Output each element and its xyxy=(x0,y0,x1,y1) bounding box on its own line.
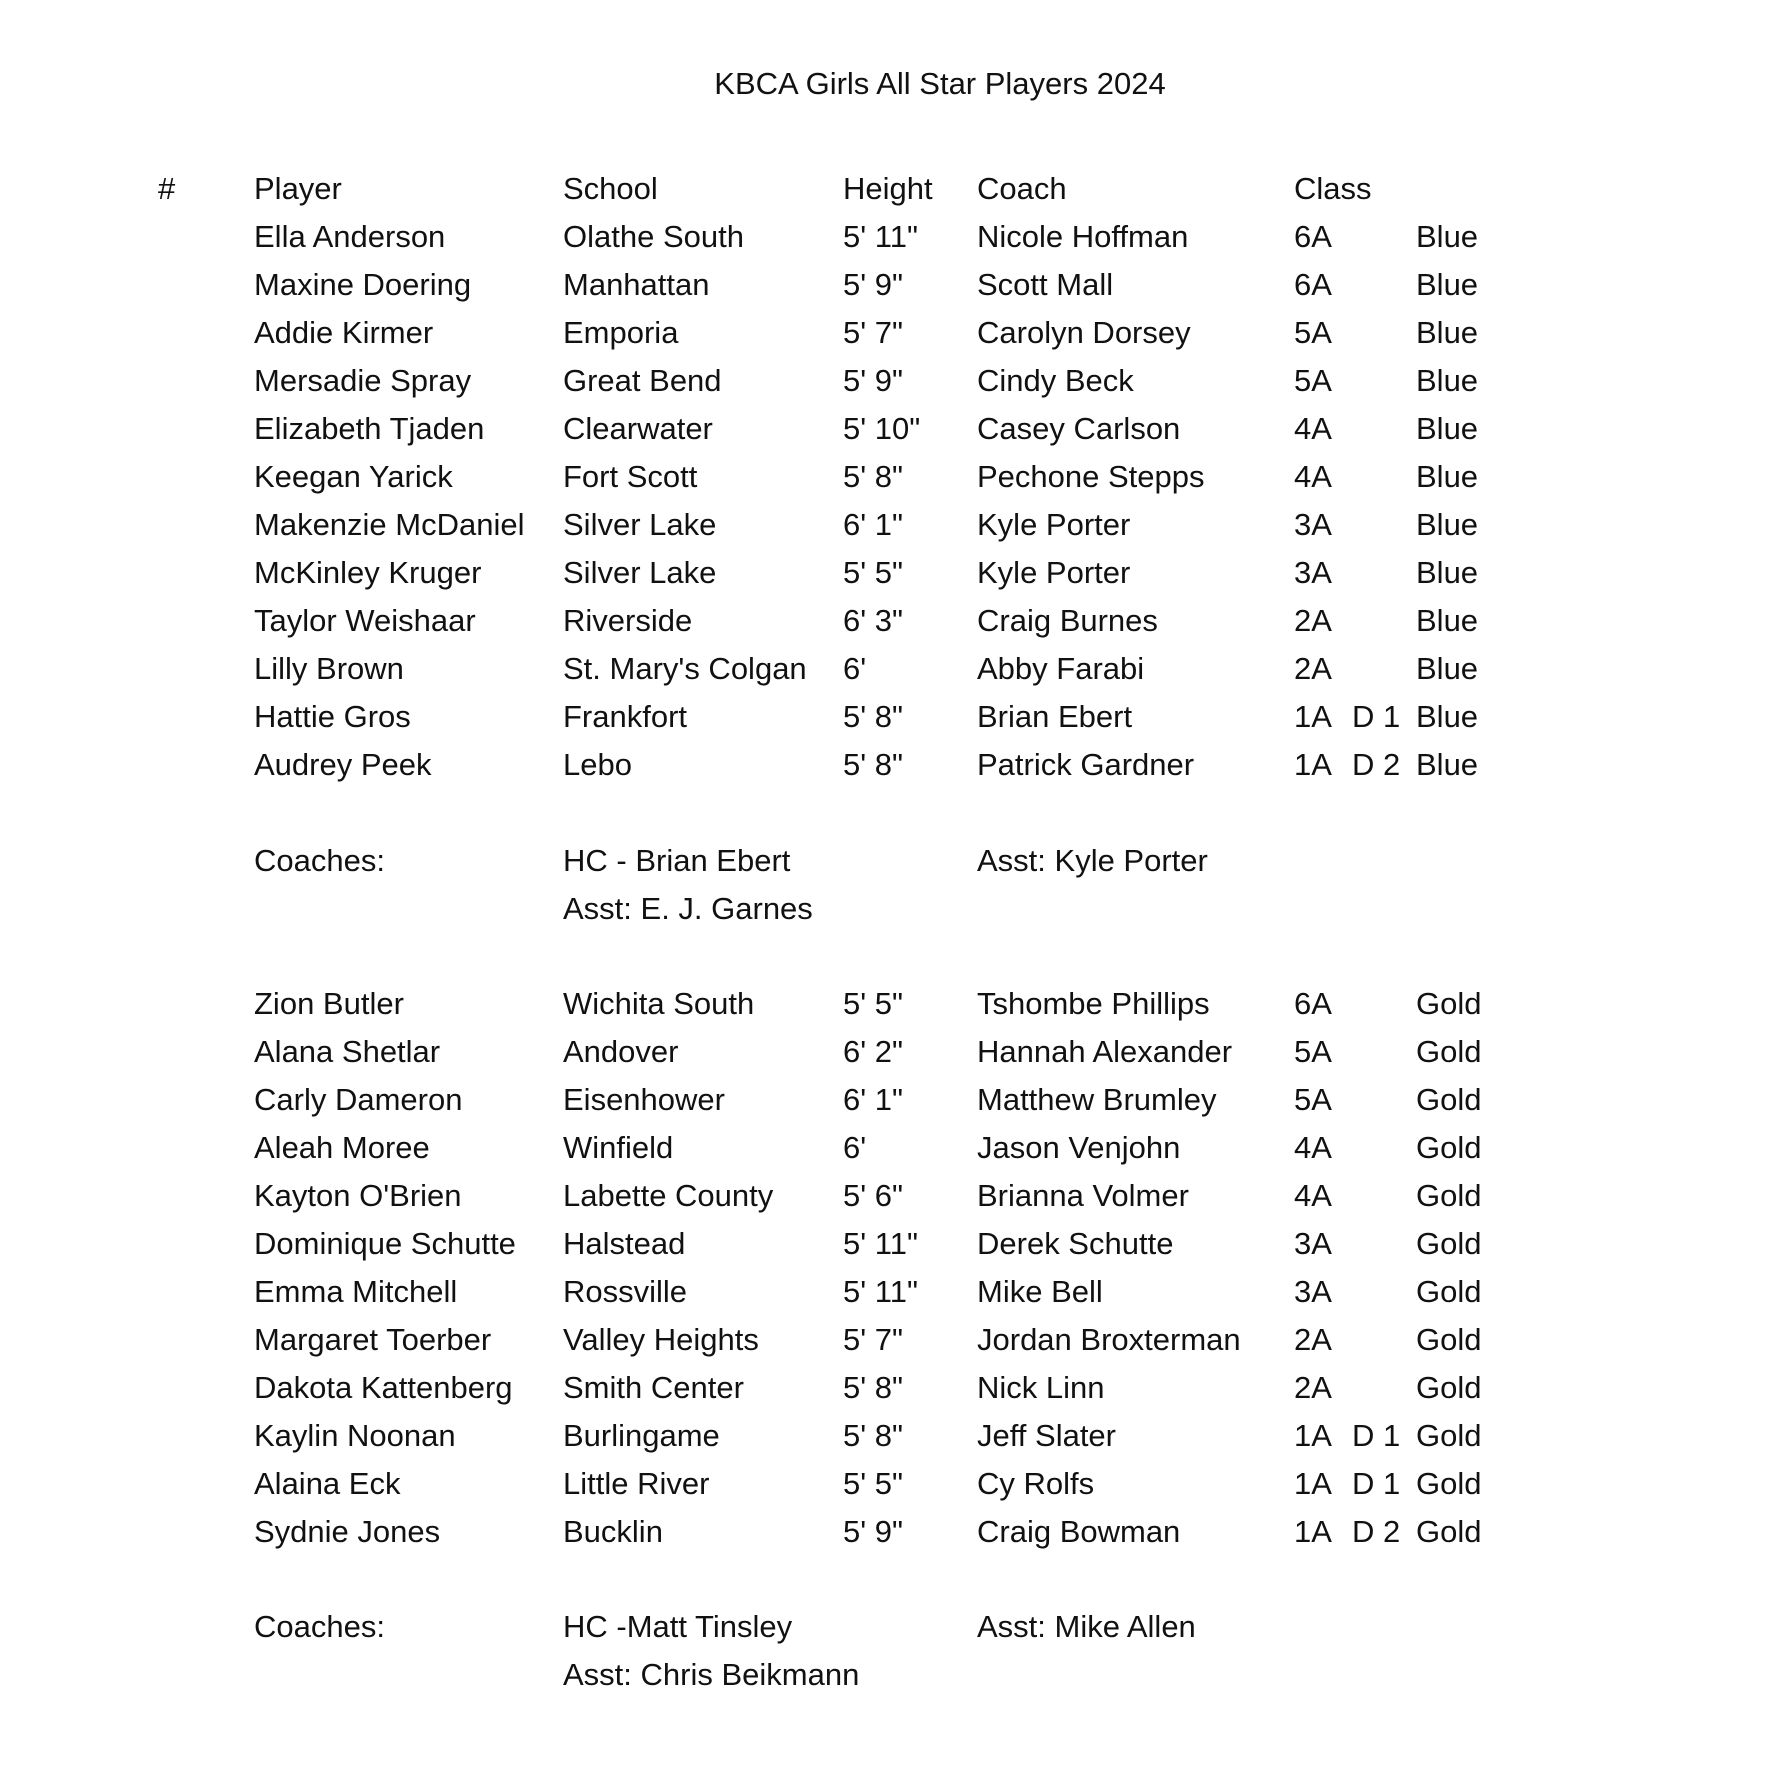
player-team: Gold xyxy=(1416,986,1482,1021)
player-coach: Casey Carlson xyxy=(977,411,1181,446)
player-name: Margaret Toerber xyxy=(254,1322,492,1357)
coaches-label: Coaches: xyxy=(254,843,385,878)
table-row xyxy=(0,1127,1772,1169)
player-height: 5' 7" xyxy=(843,315,904,350)
player-team: Gold xyxy=(1416,1370,1482,1405)
player-coach: Tshombe Phillips xyxy=(977,986,1210,1021)
player-school: Winfield xyxy=(563,1130,674,1165)
player-school: Rossville xyxy=(563,1274,688,1309)
player-name: McKinley Kruger xyxy=(254,555,482,590)
table-row xyxy=(0,1319,1772,1361)
player-name: Carly Dameron xyxy=(254,1082,463,1117)
player-school: Fort Scott xyxy=(563,459,698,494)
player-team: Gold xyxy=(1416,1178,1482,1213)
table-row xyxy=(0,744,1772,786)
player-class: 6A xyxy=(1294,219,1332,254)
player-team: Gold xyxy=(1416,1082,1482,1117)
header-num: # xyxy=(158,171,176,206)
player-name: Alaina Eck xyxy=(254,1466,401,1501)
player-height: 5' 8" xyxy=(843,699,904,734)
player-coach: Pechone Stepps xyxy=(977,459,1205,494)
coaches-row xyxy=(0,888,1772,930)
player-class: 5A xyxy=(1294,1034,1332,1069)
table-row xyxy=(0,216,1772,258)
player-height: 6' xyxy=(843,651,867,686)
player-team: Blue xyxy=(1416,555,1479,590)
table-row xyxy=(0,1463,1772,1505)
player-school: Wichita South xyxy=(563,986,755,1021)
player-school: Smith Center xyxy=(563,1370,744,1405)
table-row xyxy=(0,600,1772,642)
player-school: Emporia xyxy=(563,315,679,350)
assistant-coach: Asst: E. J. Garnes xyxy=(563,891,813,926)
player-coach: Scott Mall xyxy=(977,267,1114,302)
player-class: 5A xyxy=(1294,315,1332,350)
player-height: 6' 3" xyxy=(843,603,904,638)
player-class: 5A xyxy=(1294,363,1332,398)
player-name: Keegan Yarick xyxy=(254,459,453,494)
assistant-coach: Asst: Mike Allen xyxy=(977,1609,1196,1644)
assistant-coach: Asst: Kyle Porter xyxy=(977,843,1208,878)
player-team: Gold xyxy=(1416,1034,1482,1069)
player-class: 2A xyxy=(1294,651,1332,686)
player-name: Sydnie Jones xyxy=(254,1514,441,1549)
player-team: Blue xyxy=(1416,411,1479,446)
player-class: 1A xyxy=(1294,747,1332,782)
player-division: D 1 xyxy=(1352,699,1401,734)
player-name: Alana Shetlar xyxy=(254,1034,441,1069)
player-height: 5' 7" xyxy=(843,1322,904,1357)
player-name: Dominique Schutte xyxy=(254,1226,516,1261)
player-coach: Patrick Gardner xyxy=(977,747,1195,782)
player-team: Gold xyxy=(1416,1418,1482,1453)
player-team: Gold xyxy=(1416,1274,1482,1309)
player-coach: Kyle Porter xyxy=(977,555,1131,590)
player-coach: Derek Schutte xyxy=(977,1226,1174,1261)
page-title: KBCA Girls All Star Players 2024 xyxy=(714,66,1166,101)
player-school: Clearwater xyxy=(563,411,713,446)
player-class: 6A xyxy=(1294,267,1332,302)
player-class: 5A xyxy=(1294,1082,1332,1117)
player-team: Blue xyxy=(1416,363,1479,398)
player-name: Ella Anderson xyxy=(254,219,446,254)
player-height: 6' xyxy=(843,1130,867,1165)
header-school: School xyxy=(563,171,658,206)
player-school: Halstead xyxy=(563,1226,686,1261)
player-school: Silver Lake xyxy=(563,507,717,542)
player-name: Zion Butler xyxy=(254,986,404,1021)
player-height: 5' 8" xyxy=(843,459,904,494)
player-height: 6' 2" xyxy=(843,1034,904,1069)
coaches-row xyxy=(0,1606,1772,1648)
player-name: Audrey Peek xyxy=(254,747,432,782)
player-height: 6' 1" xyxy=(843,507,904,542)
player-team: Blue xyxy=(1416,507,1479,542)
player-school: Valley Heights xyxy=(563,1322,759,1357)
table-row xyxy=(0,1511,1772,1553)
player-team: Blue xyxy=(1416,267,1479,302)
player-school: Manhattan xyxy=(563,267,710,302)
player-name: Kaylin Noonan xyxy=(254,1418,456,1453)
table-row xyxy=(0,552,1772,594)
player-team: Blue xyxy=(1416,315,1479,350)
header-player: Player xyxy=(254,171,342,206)
player-height: 5' 11" xyxy=(843,1274,918,1309)
player-team: Gold xyxy=(1416,1466,1482,1501)
player-height: 5' 9" xyxy=(843,363,904,398)
player-school: St. Mary's Colgan xyxy=(563,651,807,686)
player-school: Olathe South xyxy=(563,219,744,254)
player-class: 1A xyxy=(1294,1466,1332,1501)
player-height: 5' 6" xyxy=(843,1178,904,1213)
player-coach: Matthew Brumley xyxy=(977,1082,1217,1117)
player-coach: Jeff Slater xyxy=(977,1418,1117,1453)
player-division: D 1 xyxy=(1352,1418,1401,1453)
player-height: 5' 8" xyxy=(843,747,904,782)
coaches-row xyxy=(0,1654,1772,1696)
player-division: D 1 xyxy=(1352,1466,1401,1501)
player-class: 6A xyxy=(1294,986,1332,1021)
player-school: Great Bend xyxy=(563,363,722,398)
player-coach: Nick Linn xyxy=(977,1370,1105,1405)
player-class: 4A xyxy=(1294,411,1332,446)
player-name: Addie Kirmer xyxy=(254,315,434,350)
table-row xyxy=(0,456,1772,498)
player-height: 5' 8" xyxy=(843,1370,904,1405)
player-coach: Abby Farabi xyxy=(977,651,1145,686)
player-team: Gold xyxy=(1416,1514,1482,1549)
player-height: 5' 9" xyxy=(843,1514,904,1549)
table-row xyxy=(0,1175,1772,1217)
player-height: 5' 11" xyxy=(843,1226,918,1261)
player-team: Gold xyxy=(1416,1322,1482,1357)
player-team: Blue xyxy=(1416,651,1479,686)
player-school: Andover xyxy=(563,1034,679,1069)
header-class: Class xyxy=(1294,171,1372,206)
player-coach: Jason Venjohn xyxy=(977,1130,1181,1165)
player-coach: Craig Bowman xyxy=(977,1514,1181,1549)
player-name: Maxine Doering xyxy=(254,267,472,302)
player-class: 1A xyxy=(1294,699,1332,734)
player-coach: Mike Bell xyxy=(977,1274,1103,1309)
player-team: Gold xyxy=(1416,1226,1482,1261)
player-height: 5' 5" xyxy=(843,986,904,1021)
player-coach: Nicole Hoffman xyxy=(977,219,1189,254)
player-coach: Carolyn Dorsey xyxy=(977,315,1191,350)
player-name: Hattie Gros xyxy=(254,699,411,734)
player-class: 3A xyxy=(1294,1226,1332,1261)
player-school: Burlingame xyxy=(563,1418,720,1453)
player-class: 2A xyxy=(1294,603,1332,638)
player-name: Elizabeth Tjaden xyxy=(254,411,485,446)
player-team: Blue xyxy=(1416,747,1479,782)
player-height: 5' 5" xyxy=(843,555,904,590)
player-class: 2A xyxy=(1294,1370,1332,1405)
player-school: Frankfort xyxy=(563,699,688,734)
table-row xyxy=(0,1271,1772,1313)
player-school: Lebo xyxy=(563,747,632,782)
player-school: Bucklin xyxy=(563,1514,663,1549)
player-team: Gold xyxy=(1416,1130,1482,1165)
header-row xyxy=(0,168,1772,210)
player-name: Taylor Weishaar xyxy=(254,603,476,638)
player-school: Eisenhower xyxy=(563,1082,725,1117)
player-name: Lilly Brown xyxy=(254,651,404,686)
player-height: 5' 5" xyxy=(843,1466,904,1501)
player-name: Dakota Kattenberg xyxy=(254,1370,513,1405)
player-name: Kayton O'Brien xyxy=(254,1178,462,1213)
player-class: 3A xyxy=(1294,507,1332,542)
header-height: Height xyxy=(843,171,933,206)
player-coach: Kyle Porter xyxy=(977,507,1131,542)
assistant-coach: Asst: Chris Beikmann xyxy=(563,1657,860,1692)
table-row xyxy=(0,408,1772,450)
player-school: Labette County xyxy=(563,1178,774,1213)
coaches-row xyxy=(0,840,1772,882)
table-row xyxy=(0,1079,1772,1121)
head-coach: HC - Brian Ebert xyxy=(563,843,791,878)
head-coach: HC -Matt Tinsley xyxy=(563,1609,793,1644)
table-row xyxy=(0,696,1772,738)
player-school: Silver Lake xyxy=(563,555,717,590)
player-class: 2A xyxy=(1294,1322,1332,1357)
player-school: Little River xyxy=(563,1466,710,1501)
table-row xyxy=(0,1415,1772,1457)
player-coach: Cy Rolfs xyxy=(977,1466,1095,1501)
player-height: 5' 11" xyxy=(843,219,918,254)
player-division: D 2 xyxy=(1352,747,1401,782)
table-row xyxy=(0,648,1772,690)
player-class: 4A xyxy=(1294,459,1332,494)
player-class: 1A xyxy=(1294,1514,1332,1549)
player-team: Blue xyxy=(1416,603,1479,638)
player-height: 5' 10" xyxy=(843,411,921,446)
player-class: 4A xyxy=(1294,1178,1332,1213)
player-name: Aleah Moree xyxy=(254,1130,430,1165)
table-row xyxy=(0,504,1772,546)
header-coach: Coach xyxy=(977,171,1067,206)
player-team: Blue xyxy=(1416,219,1479,254)
table-row xyxy=(0,1031,1772,1073)
player-coach: Brianna Volmer xyxy=(977,1178,1189,1213)
player-class: 1A xyxy=(1294,1418,1332,1453)
player-coach: Brian Ebert xyxy=(977,699,1133,734)
player-name: Emma Mitchell xyxy=(254,1274,458,1309)
table-row xyxy=(0,1223,1772,1265)
player-school: Riverside xyxy=(563,603,693,638)
table-row xyxy=(0,360,1772,402)
player-class: 4A xyxy=(1294,1130,1332,1165)
player-division: D 2 xyxy=(1352,1514,1401,1549)
player-height: 6' 1" xyxy=(843,1082,904,1117)
player-name: Mersadie Spray xyxy=(254,363,472,398)
player-class: 3A xyxy=(1294,555,1332,590)
table-row xyxy=(0,1367,1772,1409)
player-coach: Craig Burnes xyxy=(977,603,1158,638)
player-height: 5' 8" xyxy=(843,1418,904,1453)
player-coach: Hannah Alexander xyxy=(977,1034,1233,1069)
player-height: 5' 9" xyxy=(843,267,904,302)
player-class: 3A xyxy=(1294,1274,1332,1309)
player-coach: Jordan Broxterman xyxy=(977,1322,1241,1357)
table-row xyxy=(0,983,1772,1025)
player-team: Blue xyxy=(1416,699,1479,734)
table-row xyxy=(0,312,1772,354)
player-coach: Cindy Beck xyxy=(977,363,1134,398)
player-name: Makenzie McDaniel xyxy=(254,507,525,542)
player-team: Blue xyxy=(1416,459,1479,494)
table-row xyxy=(0,264,1772,306)
coaches-label: Coaches: xyxy=(254,1609,385,1644)
